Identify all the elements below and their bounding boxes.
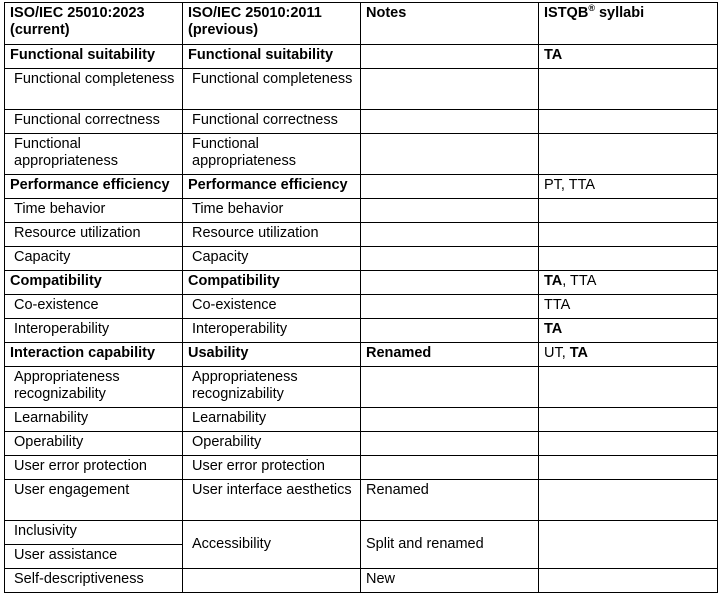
cell-notes-merged: Split and renamed	[361, 521, 539, 569]
cell-previous-merged: Accessibility	[183, 521, 361, 569]
cell-current: Operability	[5, 432, 183, 456]
cell-syllabi	[539, 569, 718, 593]
cell-previous: User error protection	[183, 456, 361, 480]
table-header-row	[5, 3, 718, 45]
cell-notes	[361, 110, 539, 134]
cell-notes: New	[361, 569, 539, 593]
cell-current: Interaction capability	[5, 343, 183, 367]
cell-previous: Functional suitability	[183, 45, 361, 69]
cell-previous: Learnability	[183, 408, 361, 432]
header-istqb-syllabi	[539, 3, 718, 45]
cell-notes	[361, 432, 539, 456]
cell-notes	[361, 295, 539, 319]
table-row-co-existence	[5, 295, 718, 319]
cell-notes	[361, 319, 539, 343]
cell-previous: Functional correctness	[183, 110, 361, 134]
table-row-learnability	[5, 408, 718, 432]
cell-current: Appropriateness recognizability	[5, 367, 183, 408]
table-row-appropriateness-recognizability	[5, 367, 718, 408]
syllabi-bold-part: TA	[544, 273, 563, 289]
cell-notes	[361, 69, 539, 110]
quality-characteristics-table	[4, 2, 718, 593]
cell-notes	[361, 367, 539, 408]
header-previous-line1: ISO/IEC 25010:2011	[188, 5, 322, 21]
cell-previous: Operability	[183, 432, 361, 456]
cell-current: Resource utilization	[5, 223, 183, 247]
cell-notes: Renamed	[361, 343, 539, 367]
cell-previous: Appropriateness recognizability	[183, 367, 361, 408]
cell-syllabi	[539, 134, 718, 175]
cell-current: Time behavior	[5, 199, 183, 223]
cell-current: Functional completeness	[5, 69, 183, 110]
cell-syllabi: TTA	[539, 295, 718, 319]
registered-mark: ®	[588, 3, 595, 14]
header-previous-line2: (previous)	[188, 22, 259, 38]
cell-current: User error protection	[5, 456, 183, 480]
cell-previous: User interface aesthetics	[183, 480, 361, 521]
table-row-functional-completeness	[5, 69, 718, 110]
cell-current: Self-descriptiveness	[5, 569, 183, 593]
cell-syllabi	[539, 367, 718, 408]
cell-notes	[361, 271, 539, 295]
cell-previous: Capacity	[183, 247, 361, 271]
cell-syllabi	[539, 271, 718, 295]
table-row-user-engagement	[5, 480, 718, 521]
cell-notes	[361, 456, 539, 480]
header-current-line2: (current)	[10, 22, 70, 38]
cell-syllabi	[539, 480, 718, 521]
cell-notes	[361, 175, 539, 199]
header-notes-label: Notes	[366, 5, 407, 21]
table-row-self-descriptiveness	[5, 569, 718, 593]
table-row-functional-appropriateness	[5, 134, 718, 175]
cell-syllabi	[539, 343, 718, 367]
cell-notes	[361, 223, 539, 247]
header-syllabi-rest: syllabi	[594, 5, 645, 21]
cell-current: User assistance	[5, 545, 183, 569]
table-row-time-behavior	[5, 199, 718, 223]
cell-previous: Co-existence	[183, 295, 361, 319]
cell-syllabi-merged	[539, 521, 718, 569]
cell-syllabi	[539, 408, 718, 432]
header-notes	[361, 3, 539, 45]
cell-syllabi	[539, 199, 718, 223]
cell-notes	[361, 247, 539, 271]
cell-current: Compatibility	[5, 271, 183, 295]
table-row-functional-suitability	[5, 45, 718, 69]
header-current-standard	[5, 3, 183, 45]
cell-current: Functional appropriateness	[5, 134, 183, 175]
cell-syllabi	[539, 456, 718, 480]
table-row-performance-efficiency	[5, 175, 718, 199]
cell-current: Functional correctness	[5, 110, 183, 134]
syllabi-plain-part: , TTA	[562, 273, 597, 289]
table-row-inclusivity	[5, 521, 718, 545]
cell-previous: Compatibility	[183, 271, 361, 295]
cell-syllabi: TA	[539, 319, 718, 343]
cell-previous	[183, 569, 361, 593]
cell-notes	[361, 134, 539, 175]
syllabi-plain-part: UT,	[544, 345, 570, 361]
cell-syllabi	[539, 223, 718, 247]
table-row-resource-utilization	[5, 223, 718, 247]
cell-notes	[361, 199, 539, 223]
table-row-interaction-capability	[5, 343, 718, 367]
table-row-interoperability	[5, 319, 718, 343]
cell-notes	[361, 408, 539, 432]
cell-syllabi	[539, 69, 718, 110]
cell-current: Co-existence	[5, 295, 183, 319]
cell-syllabi	[539, 432, 718, 456]
cell-previous: Functional completeness	[183, 69, 361, 110]
cell-previous: Time behavior	[183, 199, 361, 223]
cell-previous: Performance efficiency	[183, 175, 361, 199]
table-row-capacity	[5, 247, 718, 271]
cell-syllabi	[539, 110, 718, 134]
table-row-functional-correctness	[5, 110, 718, 134]
cell-notes	[361, 45, 539, 69]
header-current-line1: ISO/IEC 25010:2023	[10, 5, 145, 21]
cell-current: Functional suitability	[5, 45, 183, 69]
cell-current: Interoperability	[5, 319, 183, 343]
cell-current: Inclusivity	[5, 521, 183, 545]
cell-previous: Functional appropriateness	[183, 134, 361, 175]
cell-current: Capacity	[5, 247, 183, 271]
cell-syllabi: TA	[539, 45, 718, 69]
header-previous-standard	[183, 3, 361, 45]
cell-notes: Renamed	[361, 480, 539, 521]
cell-current: Performance efficiency	[5, 175, 183, 199]
table-row-compatibility	[5, 271, 718, 295]
syllabi-bold-part: TA	[569, 345, 589, 361]
cell-previous: Resource utilization	[183, 223, 361, 247]
cell-current: Learnability	[5, 408, 183, 432]
header-syllabi-istqb: ISTQB	[544, 5, 589, 21]
table-row-user-error-protection	[5, 456, 718, 480]
cell-previous: Usability	[183, 343, 361, 367]
cell-current: User engagement	[5, 480, 183, 521]
table-row-operability	[5, 432, 718, 456]
cell-syllabi	[539, 247, 718, 271]
cell-syllabi: PT, TTA	[539, 175, 718, 199]
cell-previous: Interoperability	[183, 319, 361, 343]
